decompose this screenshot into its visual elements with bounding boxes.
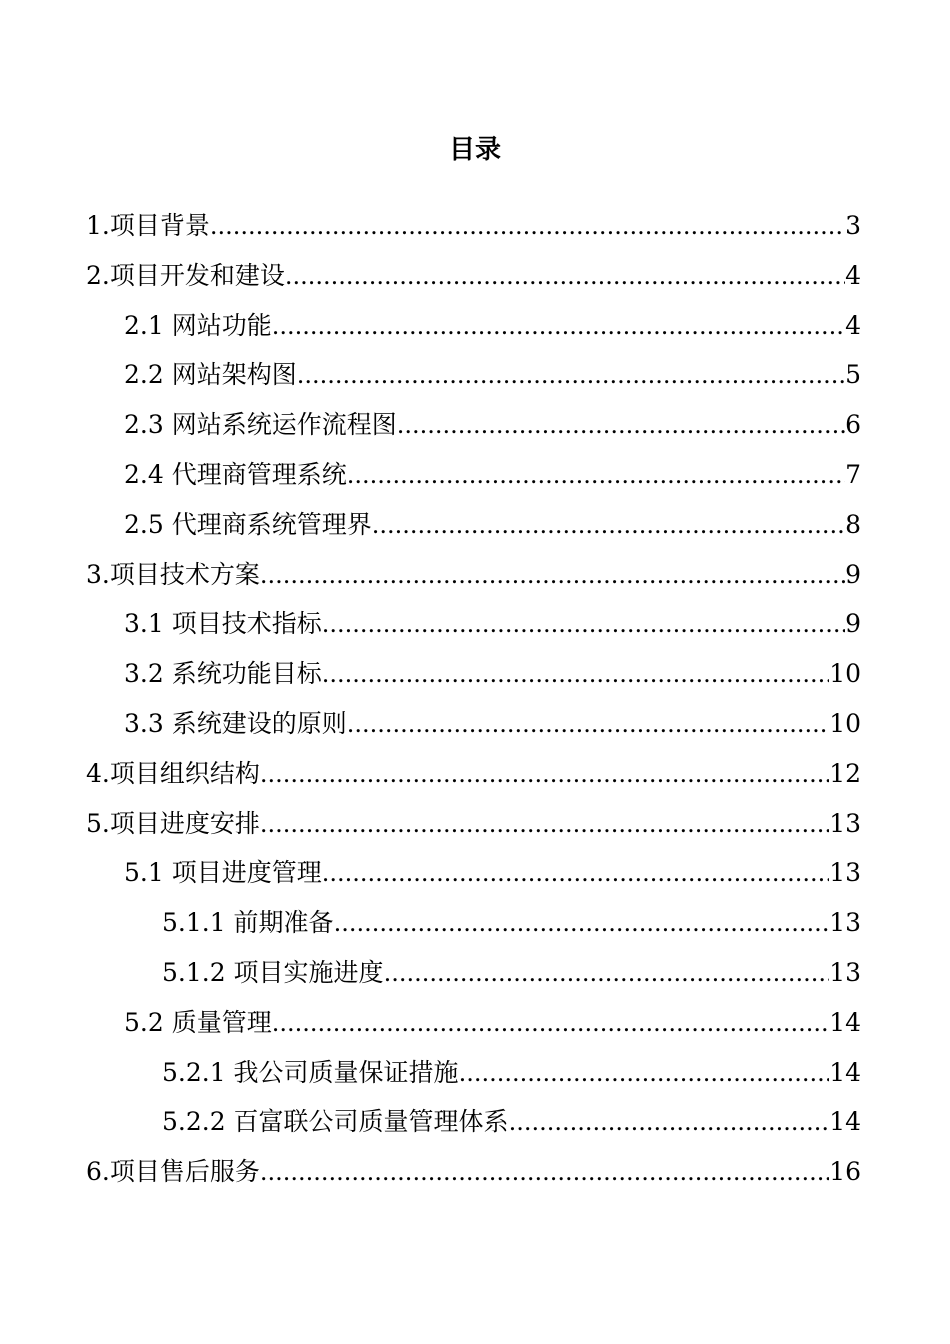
toc-entry-title: 3.项目技术方案: [86, 559, 260, 589]
toc-dot-leader: [260, 553, 845, 597]
toc-entry[interactable]: [124, 702, 861, 752]
toc-entry-title: 2.1 网站功能: [124, 310, 272, 340]
toc-dot-leader: [322, 602, 845, 646]
toc-dot-leader: [509, 1100, 830, 1144]
toc-entry[interactable]: [162, 1051, 861, 1101]
toc-dot-leader: [285, 254, 845, 298]
toc-dot-leader: [397, 403, 845, 447]
toc-dot-leader: [210, 204, 845, 248]
toc-dot-leader: [334, 901, 830, 945]
toc-entry[interactable]: [124, 503, 861, 553]
toc-page-number: 13: [829, 908, 861, 938]
toc-dot-leader: [347, 453, 845, 497]
toc-entry[interactable]: [124, 353, 861, 403]
toc-page-number: 4: [845, 260, 861, 290]
toc-dot-leader: [459, 1051, 830, 1095]
toc-dot-leader: [272, 1001, 829, 1045]
toc-dot-leader: [297, 353, 845, 397]
toc-dot-leader: [260, 752, 829, 796]
toc-dot-leader: [322, 652, 829, 696]
toc-page-number: 13: [829, 858, 861, 888]
toc-entry[interactable]: [86, 553, 861, 603]
toc-entry-title: 3.3 系统建设的原则: [124, 708, 347, 738]
toc-page-number: 8: [845, 509, 861, 539]
toc-page-number: 6: [845, 410, 861, 440]
toc-entry[interactable]: [124, 453, 861, 503]
toc-entry-title: 5.2.1 我公司质量保证措施: [162, 1057, 459, 1087]
toc-entry[interactable]: [86, 204, 861, 254]
toc-page-number: 4: [845, 310, 861, 340]
toc-entry-title: 2.3 网站系统运作流程图: [124, 410, 397, 440]
toc-dot-leader: [372, 503, 845, 547]
toc-entry[interactable]: [162, 901, 861, 951]
toc-page-number: 14: [829, 1107, 861, 1137]
toc-page-number: 7: [845, 459, 861, 489]
toc-page-number: 14: [829, 1057, 861, 1087]
toc-entry-title: 5.1.1 前期准备: [162, 908, 334, 938]
toc-entry[interactable]: [124, 304, 861, 354]
toc-entry[interactable]: [124, 652, 861, 702]
toc-entry[interactable]: [86, 1150, 861, 1200]
toc-entry[interactable]: [124, 851, 861, 901]
toc-entry[interactable]: [124, 1001, 861, 1051]
toc-entry-title: 5.项目进度安排: [86, 808, 260, 838]
toc-dot-leader: [272, 304, 845, 348]
toc-dot-leader: [322, 851, 829, 895]
toc-dot-leader: [260, 802, 829, 846]
toc-page-number: 10: [829, 708, 861, 738]
toc-page-number: 13: [829, 808, 861, 838]
toc-page-number: 9: [845, 609, 861, 639]
toc-entry-title: 3.1 项目技术指标: [124, 609, 322, 639]
table-of-contents: [0, 204, 950, 1200]
toc-entry[interactable]: [124, 403, 861, 453]
toc-entry-title: 6.项目售后服务: [86, 1157, 260, 1187]
toc-entry-title: 3.2 系统功能目标: [124, 659, 322, 689]
toc-dot-leader: [384, 951, 830, 995]
toc-dot-leader: [347, 702, 829, 746]
toc-entry[interactable]: [124, 602, 861, 652]
toc-page-number: 12: [829, 758, 861, 788]
toc-page-number: 16: [829, 1157, 861, 1187]
toc-page-number: 9: [845, 559, 861, 589]
toc-entry[interactable]: [86, 254, 861, 304]
toc-page-number: 5: [845, 360, 861, 390]
toc-entry[interactable]: [86, 752, 861, 802]
toc-entry-title: 2.5 代理商系统管理界: [124, 509, 372, 539]
toc-entry-title: 2.4 代理商管理系统: [124, 459, 347, 489]
toc-entry-title: 5.1 项目进度管理: [124, 858, 322, 888]
toc-entry-title: 4.项目组织结构: [86, 758, 260, 788]
toc-entry-title: 1.项目背景: [86, 211, 210, 240]
toc-page-number: 10: [829, 659, 861, 689]
toc-entry-title: 5.2.2 百富联公司质量管理体系: [162, 1107, 509, 1137]
toc-entry[interactable]: [162, 951, 861, 1001]
toc-entry-title: 5.2 质量管理: [124, 1007, 272, 1037]
toc-entry-title: 2.2 网站架构图: [124, 360, 297, 390]
toc-entry-title: 5.1.2 项目实施进度: [162, 957, 384, 987]
toc-page-number: 3: [845, 211, 861, 240]
toc-entry[interactable]: [162, 1100, 861, 1150]
toc-entry[interactable]: [86, 802, 861, 852]
toc-dot-leader: [260, 1150, 829, 1194]
toc-page-number: 13: [829, 957, 861, 987]
toc-page-number: 14: [829, 1007, 861, 1037]
page-title: 目录: [448, 135, 501, 165]
toc-entry-title: 2.项目开发和建设: [86, 260, 285, 290]
